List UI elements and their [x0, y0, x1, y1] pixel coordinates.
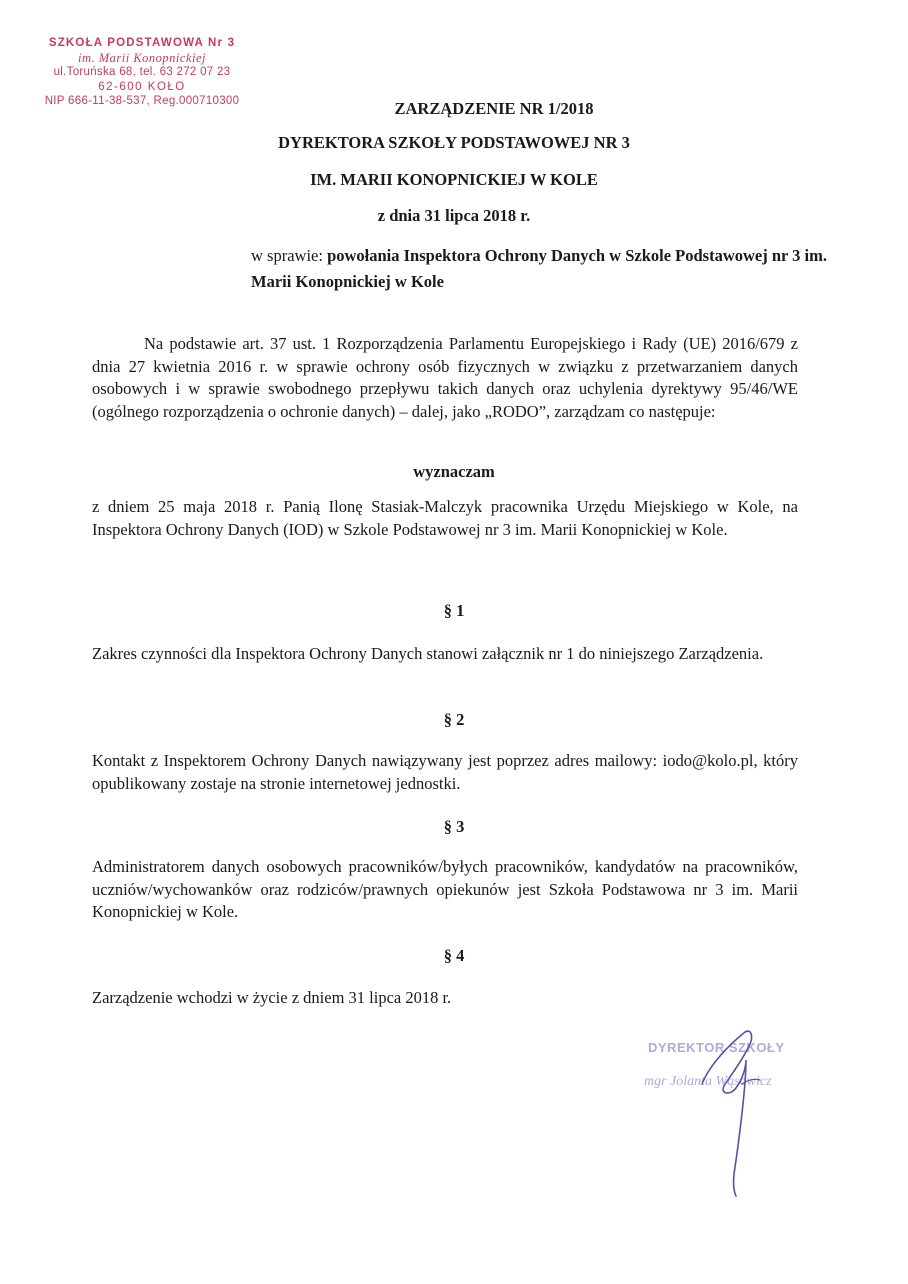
- document-title: ZARZĄDZENIE NR 1/2018: [394, 99, 594, 118]
- section-1-text: Zakres czynności dla Inspektora Ochrony Danych stanowi załącznik nr 1 do niniejszego Zarządzenia.: [92, 644, 764, 663]
- legal-basis-text: Na podstawie art. 37 ust. 1 Rozporządzenia Parlamentu Europejskiego i Rady (UE) 2016/679 z dnia 27 kwietnia 2016 r. w sprawie ochrony osób fizycznych w związku z przetwarzaniem danych osobowych i w sprawie swobodnego przepływu takich danych oraz uchylenia dyrektywy 95/46/WE (ogólnego rozporządzenia o ochronie danych) – dalej, jako „RODO”, zarządzam co następuje:: [92, 334, 798, 421]
- section-2-text: Kontakt z Inspektorem Ochrony Danych nawiązywany jest poprzez adres mailowy: iodo@kolo.pl, który opublikowany zostaje na stronie internetowej jednostki.: [92, 751, 798, 793]
- document-date: z dnia 31 lipca 2018 r.: [377, 206, 531, 225]
- issuer-line: DYREKTORA SZKOŁY PODSTAWOWEJ NR 3: [278, 133, 630, 152]
- appoint-paragraph: z dniem 25 maja 2018 r. Panią Ilonę Stasiak-Malczyk pracownika Urzędu Miejskiego w Kole, na Inspektora Ochrony Danych (IOD) w Szkole Podstawowej nr 3 im. Marii Konopnickiej w Kole.: [92, 497, 798, 539]
- subject-prefix: w sprawie:: [251, 246, 328, 265]
- signature-stamp-name: mgr Jolanta Wąsowicz: [644, 1074, 772, 1089]
- section-4-mark: § 4: [443, 946, 465, 965]
- legal-basis-paragraph: [92, 333, 798, 423]
- section-3-text: Administratorem danych osobowych pracowników/byłych pracowników, kandydatów na pracowników, uczniów/wychowanków oraz rodziców/prawnych opiekunów jest Szkoła Podstawowa nr 3 im. Marii Konopnickiej w Kole.: [92, 857, 798, 921]
- section-4-text: Zarządzenie wchodzi w życie z dniem 31 lipca 2018 r.: [92, 988, 452, 1007]
- school-line: IM. MARII KONOPNICKIEJ W KOLE: [310, 170, 598, 189]
- section-1-mark: § 1: [443, 601, 465, 620]
- stamp-line-5: NIP 666-11-38-537, Reg.000710300: [44, 95, 240, 107]
- section-2-mark: § 2: [443, 710, 465, 729]
- stamp-line-4: 62-600 KOŁO: [98, 80, 186, 93]
- appoint-heading: wyznaczam: [413, 462, 495, 481]
- school-stamp: [14, 36, 270, 109]
- section-3-mark: § 3: [443, 817, 465, 836]
- subject-text: powołania Inspektora Ochrony Danych w Szkole Podstawowej nr 3 im. Marii Konopnickiej w Kole: [251, 246, 828, 291]
- stamp-line-3: ul.Toruńska 68, tel. 63 272 07 23: [53, 66, 231, 78]
- stamp-line-1: SZKOŁA PODSTAWOWA Nr 3: [48, 37, 236, 49]
- signature-stamp-title: DYREKTOR SZKOŁY: [648, 1040, 785, 1055]
- stamp-line-2: im. Marii Konopnickiej: [78, 50, 206, 65]
- handwritten-signature: [690, 1024, 780, 1199]
- subject-line: [251, 243, 851, 295]
